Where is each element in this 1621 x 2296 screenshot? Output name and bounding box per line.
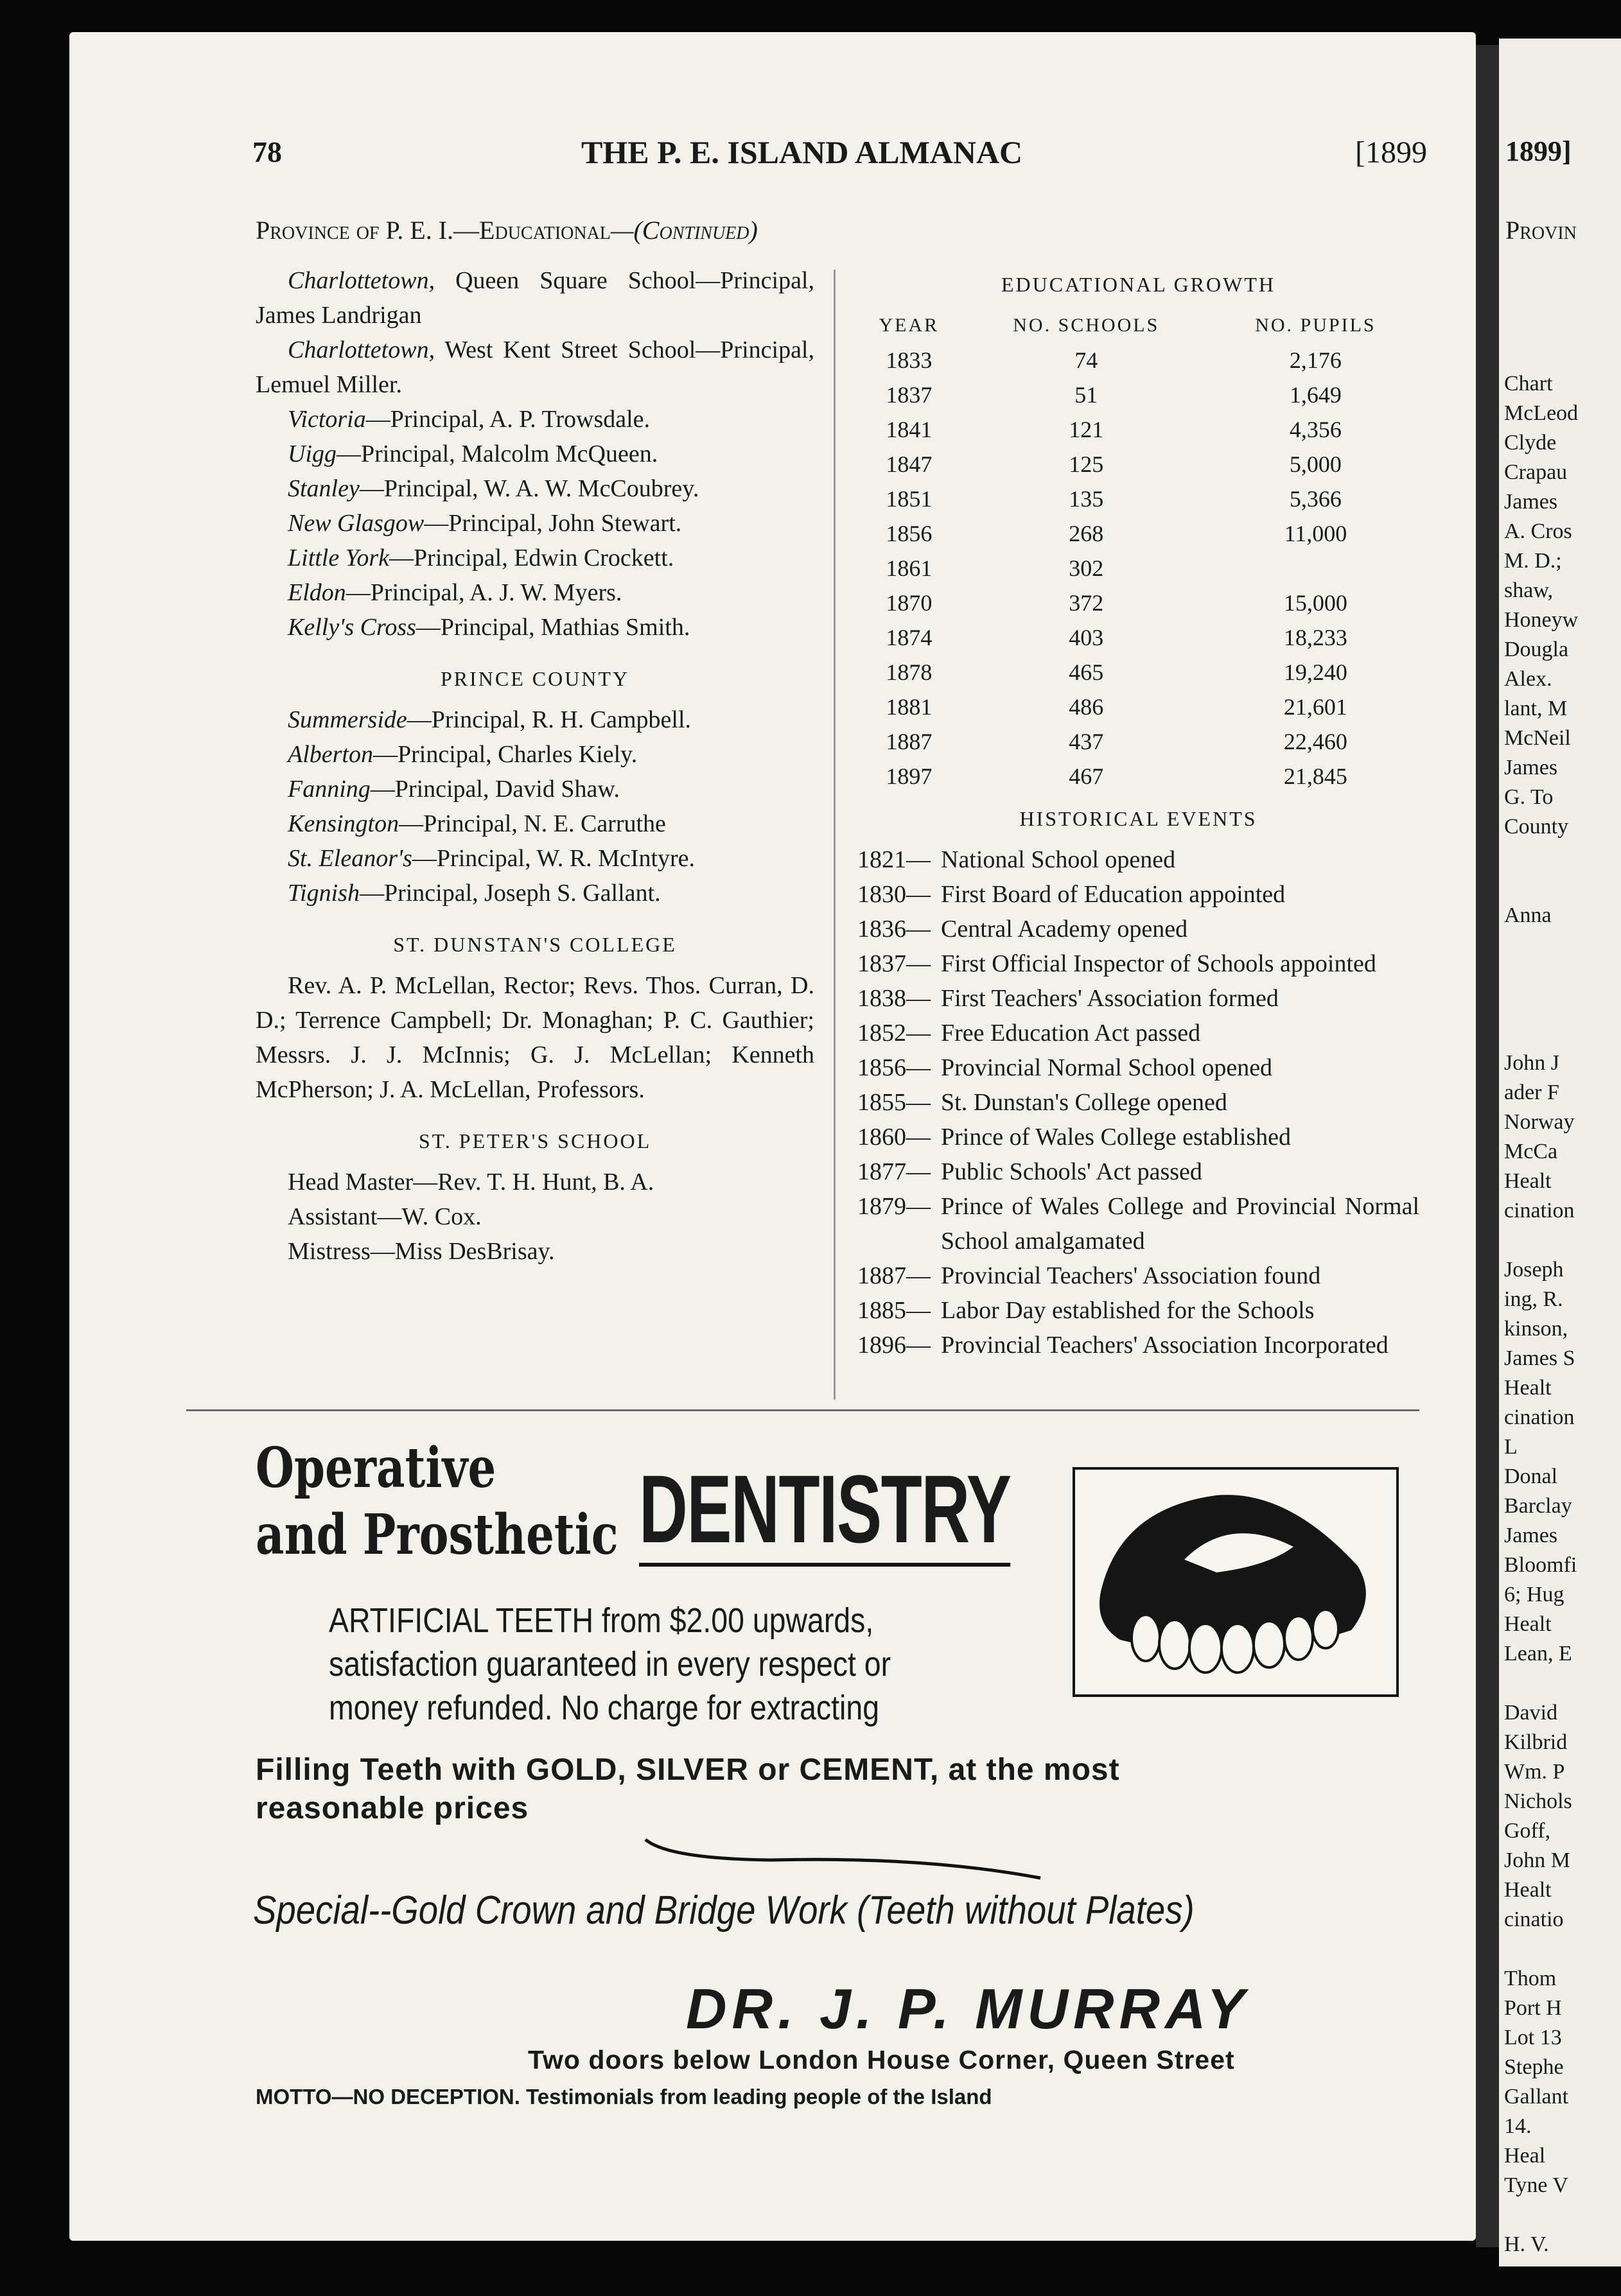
adjacent-text-fragment: Healt — [1504, 1169, 1552, 1193]
school-principal: —Principal, Charles Kiely. — [372, 741, 638, 768]
growth-schools: 125 — [1069, 451, 1104, 477]
school-principal: —Principal, Edwin Crockett. — [389, 544, 674, 571]
event-text: Provincial Teachers' Association Incorporated — [941, 1332, 1389, 1359]
school-entry — [256, 402, 814, 437]
growth-schools: 465 — [1069, 659, 1104, 685]
growth-year: 1878 — [886, 659, 933, 685]
section-title — [256, 215, 758, 245]
growth-year: 1851 — [886, 486, 933, 512]
growth-row — [857, 724, 1419, 759]
adjacent-text-fragment: Norway — [1504, 1110, 1575, 1134]
adjacent-text-fragment: Clyde — [1504, 431, 1557, 455]
event-text: Provincial Normal School opened — [941, 1054, 1273, 1081]
school-place: Kelly's Cross — [288, 614, 416, 641]
growth-schools: 403 — [1069, 625, 1104, 650]
adjacent-text-fragment — [1504, 989, 1578, 1019]
school-principal: West Kent Street School—Principal, Lemuel Miller. — [256, 336, 814, 398]
column-divider — [834, 270, 836, 1400]
historical-events-heading: HISTORICAL EVENTS — [1019, 807, 1257, 830]
school-place: Little York — [288, 544, 390, 571]
growth-row — [857, 551, 1419, 586]
growth-schools: 135 — [1069, 486, 1104, 512]
adjacent-text-fragment: Honeyw — [1504, 608, 1579, 632]
growth-pupils: 22,460 — [1283, 729, 1347, 754]
adjacent-text-fragment: Gallant — [1504, 2085, 1569, 2109]
adjacent-text-fragment: Anna — [1504, 903, 1552, 927]
adjacent-text-fragment: Nichols — [1504, 1789, 1572, 1813]
historical-event — [857, 1189, 1419, 1258]
ad-denture-illustration — [1073, 1467, 1399, 1697]
event-text: Labor Day established for the Schools — [941, 1297, 1315, 1324]
event-year: 1821— — [857, 846, 931, 873]
adjacent-text-fragment: Port H — [1504, 1996, 1562, 2020]
event-text: Prince of Wales College established — [941, 1124, 1291, 1151]
school-principal: —Principal, John Stewart. — [424, 510, 682, 537]
event-text: First Official Inspector of Schools appointed — [941, 950, 1376, 977]
adjacent-text-fragment: Donal — [1504, 1465, 1558, 1488]
adjacent-text-fragment: Lot 13 — [1504, 2026, 1562, 2049]
school-entry — [256, 841, 814, 876]
school-place: Victoria — [288, 406, 366, 433]
growth-pupils: 15,000 — [1283, 590, 1347, 616]
ad-heading-line: and Prosthetic — [256, 1502, 618, 1567]
ad-special: Special--Gold Crown and Bridge Work (Teeth without Plates) — [253, 1888, 1195, 1933]
growth-schools: 372 — [1069, 590, 1104, 616]
growth-pupils: 18,233 — [1283, 625, 1347, 650]
growth-pupils: 5,366 — [1289, 486, 1342, 512]
growth-row — [857, 378, 1419, 412]
event-text: Free Education Act passed — [941, 1020, 1201, 1047]
growth-row — [857, 516, 1419, 551]
adjacent-text-fragment: Wm. P — [1504, 1760, 1565, 1784]
adjacent-text-fragment — [1504, 2200, 1578, 2230]
column-header-pupils: NO. PUPILS — [1255, 315, 1376, 336]
adjacent-text-fragment: G. To — [1504, 785, 1554, 809]
adjacent-text-fragment: Kilbrid — [1504, 1730, 1568, 1754]
adjacent-text-fragment: lant, M — [1504, 697, 1568, 720]
historical-event — [857, 1120, 1419, 1154]
school-place: Charlottetown, — [288, 267, 435, 294]
historical-event — [857, 1154, 1419, 1189]
growth-year: 1856 — [886, 521, 933, 546]
adjacent-text-fragment: David — [1504, 1701, 1558, 1725]
growth-year: 1833 — [886, 347, 933, 373]
event-year: 1856— — [857, 1054, 931, 1081]
growth-schools: 121 — [1069, 417, 1104, 442]
adjacent-text-fragment: A. Cros — [1504, 519, 1572, 543]
school-place: Charlottetown, — [288, 336, 435, 363]
event-year: 1838— — [857, 985, 931, 1012]
adjacent-text-fragment — [1504, 842, 1578, 871]
ad-heading — [256, 1435, 618, 1569]
historical-event — [857, 1016, 1419, 1050]
adjacent-text-fragment — [1504, 1669, 1578, 1698]
adjacent-text-fragment: Lean, E — [1504, 1642, 1572, 1665]
adjacent-text-fragment — [1504, 960, 1578, 989]
growth-pupils: 19,240 — [1283, 659, 1347, 685]
event-year: 1836— — [857, 916, 931, 943]
event-year: 1887— — [857, 1262, 931, 1289]
ad-doctor-name: DR. J. P. MURRAY — [686, 1977, 1250, 2040]
page-number: 78 — [252, 135, 282, 168]
ad-filling-line: Filling Teeth with GOLD, SILVER or CEMENT, at the most — [256, 1753, 1120, 1787]
prince-county-heading: PRINCE COUNTY — [440, 667, 630, 690]
adjacent-text-fragment: Healt — [1504, 1376, 1552, 1400]
event-text: St. Dunstan's College opened — [941, 1089, 1227, 1116]
adjacent-text-fragment: kinson, — [1504, 1317, 1568, 1341]
school-entry — [256, 333, 814, 402]
ad-heading-line: Operative — [256, 1436, 496, 1500]
event-year: 1830— — [857, 881, 931, 908]
growth-year: 1847 — [886, 451, 933, 477]
school-entry — [256, 737, 814, 772]
left-column — [256, 263, 814, 1269]
st-peters-line: Assistant—W. Cox. — [288, 1203, 482, 1230]
school-place: Fanning — [288, 776, 371, 803]
event-year: 1885— — [857, 1297, 931, 1324]
historical-events-list — [857, 842, 1419, 1362]
school-principal: —Principal, Mathias Smith. — [416, 614, 690, 641]
school-entry — [256, 541, 814, 575]
growth-row — [857, 620, 1419, 655]
school-place: Summerside — [288, 706, 407, 733]
event-year: 1855— — [857, 1089, 931, 1116]
adjacent-text-fragment: McCa — [1504, 1140, 1558, 1163]
adjacent-text-fragment: H. V. — [1504, 2232, 1549, 2256]
adjacent-text-fragment: McLeod — [1504, 401, 1579, 425]
adjacent-text-fragment: Crapau — [1504, 460, 1568, 484]
growth-pupils: 11,000 — [1284, 521, 1347, 546]
decorative-swash — [642, 1833, 1053, 1884]
adjacent-text-fragment: ader F — [1504, 1081, 1559, 1104]
st-peters-line: Head Master—Rev. T. H. Hunt, B. A. — [288, 1169, 654, 1196]
growth-row — [857, 482, 1419, 516]
school-principal: —Principal, Malcolm McQueen. — [337, 440, 658, 467]
historical-event — [857, 1085, 1419, 1120]
adjacent-text-fragment: McNeil — [1504, 726, 1571, 750]
adjacent-text-fragment — [1504, 930, 1578, 960]
st-dunstans-heading: ST. DUNSTAN'S COLLEGE — [393, 933, 677, 956]
adjacent-text-fragment: Chart — [1504, 372, 1553, 396]
growth-year: 1897 — [886, 763, 933, 789]
adjacent-text-fragment: John M — [1504, 1848, 1570, 1872]
growth-pupils: 5,000 — [1289, 451, 1342, 477]
adjacent-text-fragment: Bloomfi — [1504, 1553, 1577, 1577]
ad-motto: MOTTO—NO DECEPTION. Testimonials from leading people of the Island — [256, 2085, 992, 2109]
historical-event — [857, 842, 1419, 877]
growth-schools: 302 — [1069, 555, 1104, 581]
adjacent-text-fragment — [1504, 1019, 1578, 1048]
ad-artificial-line: ARTIFICIAL TEETH from $2.00 upwards, — [329, 1601, 874, 1640]
growth-pupils: 1,649 — [1289, 382, 1342, 408]
running-title: THE P. E. ISLAND ALMANAC — [581, 134, 1023, 170]
historical-event — [857, 1293, 1419, 1328]
running-year: [1899 — [1355, 135, 1427, 170]
school-entry — [256, 806, 814, 841]
school-entry — [256, 575, 814, 610]
growth-pupils: 21,601 — [1283, 694, 1347, 720]
event-year: 1852— — [857, 1020, 931, 1047]
growth-year: 1870 — [886, 590, 933, 616]
column-header-schools: NO. SCHOOLS — [1013, 315, 1160, 336]
school-principal: —Principal, W. A. W. McCoubrey. — [359, 475, 699, 502]
adjacent-text-fragment: M. D.; — [1504, 549, 1562, 573]
event-text: Public Schools' Act passed — [941, 1158, 1202, 1185]
advertisement-divider — [186, 1409, 1419, 1411]
growth-row — [857, 447, 1419, 482]
st-peters-staff — [256, 1165, 814, 1269]
adjacent-text-fragment: Joseph — [1504, 1258, 1564, 1282]
growth-year: 1861 — [886, 555, 933, 581]
school-entry — [256, 263, 814, 333]
adjacent-text-fragment: James — [1504, 756, 1558, 779]
event-year: 1837— — [857, 950, 931, 977]
growth-row — [857, 759, 1419, 794]
event-year: 1860— — [857, 1124, 931, 1151]
adjacent-text-fragment: Dougla — [1504, 638, 1569, 661]
school-entry — [256, 772, 814, 806]
growth-schools: 51 — [1074, 382, 1098, 408]
right-column — [857, 263, 1419, 1362]
school-principal: —Principal, R. H. Campbell. — [407, 706, 691, 733]
event-year: 1879— — [857, 1193, 931, 1220]
historical-event — [857, 1328, 1419, 1362]
adjacent-text-fragment: 6; Hug — [1504, 1583, 1564, 1606]
growth-row — [857, 655, 1419, 690]
ad-filling-line: reasonable prices — [256, 1791, 529, 1825]
historical-event — [857, 946, 1419, 981]
school-place: Eldon — [288, 579, 346, 606]
growth-row — [857, 343, 1419, 378]
adjacent-text-fragment — [1504, 1935, 1578, 1964]
growth-row — [857, 586, 1419, 620]
ad-artificial-line: money refunded. No charge for extracting — [329, 1689, 880, 1727]
school-place: New Glasgow — [288, 510, 425, 537]
section-title-main: Province of P. E. I.—Educational — [256, 216, 611, 245]
school-entry — [256, 506, 814, 541]
adjacent-text-fragment: Heal — [1504, 2144, 1546, 2168]
school-place: St. Eleanor's — [288, 845, 412, 872]
adjacent-text-fragment: Alex. — [1504, 667, 1552, 691]
adjacent-text-fragment: John J — [1504, 1051, 1559, 1075]
growth-pupils: 2,176 — [1289, 347, 1342, 373]
adjacent-text-fragment: Thom — [1504, 1967, 1557, 1990]
adjacent-text-fragment: James — [1504, 1524, 1558, 1547]
ad-artificial-teeth — [329, 1599, 891, 1730]
adjacent-page-text — [1504, 369, 1578, 2259]
school-principal: —Principal, W. R. McIntyre. — [412, 845, 696, 872]
adjacent-page-title: Provin — [1505, 216, 1577, 245]
school-entry — [256, 702, 814, 737]
school-place: Tignish — [288, 880, 360, 907]
adjacent-text-fragment: cination — [1504, 1405, 1575, 1429]
event-text: First Teachers' Association formed — [941, 985, 1279, 1012]
event-text: Provincial Teachers' Association found — [941, 1262, 1321, 1289]
historical-event — [857, 877, 1419, 912]
growth-pupils: 4,356 — [1289, 417, 1342, 442]
adjacent-text-fragment — [1504, 871, 1578, 901]
growth-year: 1841 — [886, 417, 933, 442]
adjacent-text-fragment: Healt — [1504, 1612, 1552, 1636]
section-title-continued: —(Continued) — [610, 216, 758, 245]
historical-event — [857, 1258, 1419, 1293]
adjacent-text-fragment: Tyne V — [1504, 2173, 1568, 2197]
educational-growth-table — [857, 308, 1419, 794]
adjacent-text-fragment: L — [1504, 1435, 1518, 1459]
growth-row — [857, 412, 1419, 447]
adjacent-text-fragment: Goff, — [1504, 1819, 1551, 1843]
school-entry — [256, 876, 814, 910]
growth-schools: 268 — [1069, 521, 1104, 546]
school-principal: Queen Square School—Principal, James Landrigan — [256, 267, 814, 329]
adjacent-text-fragment: shaw, — [1504, 578, 1554, 602]
denture-icon — [1075, 1470, 1396, 1694]
column-header-year: YEAR — [879, 315, 940, 336]
growth-schools: 467 — [1069, 763, 1104, 789]
st-peters-heading: ST. PETER'S SCHOOL — [418, 1129, 652, 1152]
school-principal: —Principal, David Shaw. — [370, 776, 620, 803]
growth-year: 1874 — [886, 625, 933, 650]
adjacent-text-fragment: cinatio — [1504, 1908, 1564, 1931]
school-entry — [256, 610, 814, 645]
event-text: Central Academy opened — [941, 916, 1188, 943]
adjacent-text-fragment: Barclay — [1504, 1494, 1572, 1518]
growth-year: 1881 — [886, 694, 933, 720]
adjacent-text-fragment: ing, R. — [1504, 1287, 1563, 1311]
event-text: Prince of Wales College and Provincial Normal School amalgamated — [941, 1193, 1419, 1255]
school-place: Stanley — [288, 475, 360, 502]
ad-dentistry: DENTISTRY — [639, 1457, 1011, 1567]
st-dunstans-staff: Rev. A. P. McLellan, Rector; Revs. Thos. Curran, D. D.; Terrence Campbell; Dr. Monaghan; P. C. Gauthier; Messrs. J. J. McInnis; G. J. McLellan; Kenneth McPherson; J. A. McLellan, Professors. — [256, 972, 814, 1103]
school-principal: —Principal, A. P. Trowsdale. — [365, 406, 651, 433]
school-place: Uigg — [288, 440, 337, 467]
growth-pupils: 21,845 — [1283, 763, 1347, 789]
school-place: Kensington — [288, 810, 399, 837]
school-place: Alberton — [288, 741, 373, 768]
historical-event — [857, 981, 1419, 1016]
ad-address: Two doors below London House Corner, Queen Street — [528, 2045, 1235, 2074]
adjacent-page-year: 1899] — [1505, 135, 1572, 167]
ad-artificial-line: satisfaction guaranteed in every respect or — [329, 1645, 891, 1683]
ad-filling — [256, 1751, 1120, 1828]
adjacent-text-fragment: cination — [1504, 1199, 1575, 1222]
educational-growth-heading: EDUCATIONAL GROWTH — [1001, 273, 1275, 296]
adjacent-text-fragment: Healt — [1504, 1878, 1552, 1902]
school-principal: —Principal, A. J. W. Myers. — [346, 579, 622, 606]
historical-event — [857, 912, 1419, 946]
queens-schools-list — [256, 263, 814, 645]
event-year: 1877— — [857, 1158, 931, 1185]
school-entry — [256, 471, 814, 506]
adjacent-text-fragment: Stephe — [1504, 2055, 1564, 2079]
growth-row — [857, 690, 1419, 724]
growth-schools: 437 — [1069, 729, 1104, 754]
adjacent-text-fragment — [1504, 1226, 1578, 1255]
school-principal: —Principal, Joseph S. Gallant. — [359, 880, 661, 907]
growth-year: 1887 — [886, 729, 933, 754]
adjacent-text-fragment: James S — [1504, 1346, 1575, 1370]
adjacent-text-fragment: James — [1504, 490, 1558, 514]
st-peters-line: Mistress—Miss DesBrisay. — [288, 1238, 555, 1265]
growth-year: 1837 — [886, 382, 933, 408]
growth-pupils — [1212, 551, 1419, 586]
growth-schools: 486 — [1069, 694, 1104, 720]
event-year: 1896— — [857, 1332, 931, 1359]
page-gutter — [1476, 45, 1499, 2247]
event-text: First Board of Education appointed — [941, 881, 1286, 908]
event-text: National School opened — [941, 846, 1176, 873]
school-entry — [256, 437, 814, 471]
prince-schools-list — [256, 702, 814, 910]
school-principal: —Principal, N. E. Carruthe — [399, 810, 666, 837]
historical-event — [857, 1050, 1419, 1085]
growth-schools: 74 — [1074, 347, 1098, 373]
adjacent-text-fragment: County — [1504, 815, 1569, 839]
adjacent-page — [1499, 39, 1621, 2266]
adjacent-text-fragment: 14. — [1504, 2114, 1532, 2138]
